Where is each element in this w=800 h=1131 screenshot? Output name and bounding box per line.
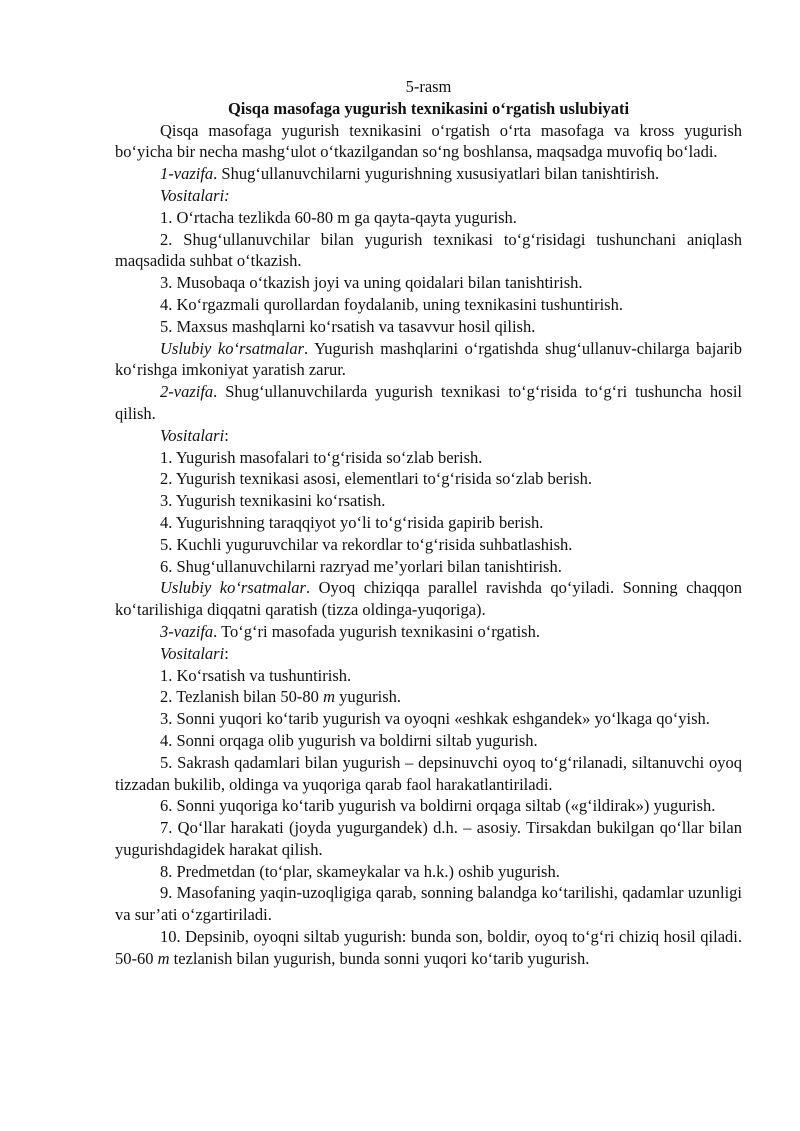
- task2-means-colon: :: [224, 425, 229, 445]
- task3-label: 3-vazifa: [160, 621, 214, 641]
- task2-label: 2-vazifa: [160, 382, 214, 402]
- task2-guidance-text: . Oyoq chiziqqa parallel ravishda qo‘yiladi. Sonning chaqqon ko‘tarilishiga diqqatni qaratish (tizza oldinga-yuqoriga).: [115, 578, 742, 620]
- task3-item-6: 6. Sonni yuqoriga ko‘tarib yugurish va boldirni orqaga siltab («g‘ildirak») yugurish.: [160, 796, 716, 816]
- task3-item-1: 1. Ko‘rsatish va tushuntirish.: [160, 665, 352, 685]
- task3-text: . To‘g‘ri masofada yugurish texnikasini o‘rgatish.: [213, 621, 540, 641]
- task3-item-10-before: 10. Depsinib, oyoqni siltab yugurish: bunda son, boldir, oyoq to‘g‘ri chiziq hosil qiladi. 50-60: [115, 927, 742, 968]
- section-title: Qisqa masofaga yugurish texnikasini o‘rgatish uslubiyati: [227, 98, 630, 118]
- task1-item-2: 2. Shug‘ullanuvchilar bilan yugurish texnikasi to‘g‘risidagi tushunchani aniqlash maqsadida suhbat o‘tkazish.: [115, 229, 742, 271]
- task3-item-10: [115, 926, 742, 970]
- task3-item-9: 9. Masofaning yaqin-uzoqligiga qarab, sonning balandga ko‘tarilishi, qadamlar uzunligi va sur’ati o‘zgartiriladi.: [115, 883, 742, 925]
- task2-item-6: 6. Shug‘ullanuvchilarni razryad me’yorlari bilan tanishtirish.: [160, 556, 562, 576]
- task2-item-2: 2. Yugurish texnikasi asosi, elementlari to‘g‘risida so‘zlab berish.: [160, 469, 592, 489]
- task2-item-1: 1. Yugurish masofalari to‘g‘risida so‘zlab berish.: [160, 447, 483, 467]
- task2-text: . Shug‘ullanuvchilarda yugurish texnikasi to‘g‘risida to‘g‘ri tushuncha hosil qilish.: [115, 382, 742, 423]
- task3-item-2-after: yugurish.: [334, 687, 401, 707]
- task2-item-3: 3. Yugurish texnikasini ko‘rsatish.: [160, 491, 386, 511]
- intro-paragraph: Qisqa masofaga yugurish texnikasini o‘rgatish o‘rta masofaga va kross yugurish bo‘yicha bir necha mashg‘ulot o‘tkazilgandan so‘ng boshlansa, maqsadga muvofiq bo‘ladi.: [115, 120, 742, 162]
- task3-item-10-unit: m: [157, 948, 170, 968]
- task1-heading: [115, 163, 742, 185]
- task3-item-3: 3. Sonni yuqori ko‘tarib yugurish va oyoqni «eshkak eshgandek» yo‘lkaga qo‘yish.: [160, 709, 710, 729]
- task2-item-5: 5. Kuchli yuguruvchilar va rekordlar to‘g‘risida suhbatlashish.: [160, 534, 573, 554]
- task2-item-4: 4. Yugurishning taraqqiyot yo‘li to‘g‘risida gapirib berish.: [160, 512, 544, 532]
- task3-item-2-unit: m: [323, 687, 335, 707]
- task1-means-label: Vositalari:: [160, 185, 230, 205]
- task3-item-5: 5. Sakrash qadamlari bilan yugurish – depsinuvchi oyoq to‘g‘rilanadi, siltanuvchi oyoq tizzadan bukilib, oldinga va yuqoriga qarab faol harakatlantiriladi.: [115, 752, 742, 794]
- task3-heading: [115, 621, 742, 643]
- task1-item-1: 1. O‘rtacha tezlikda 60-80 m ga qayta-qayta yugurish.: [160, 207, 517, 227]
- task3-item-8: 8. Predmetdan (to‘plar, skameykalar va h.k.) oshib yugurish.: [160, 861, 560, 881]
- task3-means-colon: :: [224, 643, 229, 663]
- task3-means-label: Vositalari: [160, 643, 225, 663]
- task3-item-10-after: tezlanish bilan yugurish, bunda sonni yuqori ko‘tarib yugurish.: [169, 948, 590, 968]
- task2-guidance: [115, 577, 742, 621]
- document-page: [115, 76, 742, 970]
- task2-guidance-label: Uslubiy ko‘rsatmalar: [160, 578, 306, 598]
- task1-label: 1-vazifa: [160, 164, 214, 184]
- task3-item-2: [115, 686, 742, 708]
- task1-item-5: 5. Maxsus mashqlarni ko‘rsatish va tasavvur hosil qilish.: [160, 316, 536, 336]
- task3-means: [115, 643, 742, 665]
- task1-item-3: 3. Musobaqa o‘tkazish joyi va uning qoidalari bilan tanishtirish.: [160, 273, 583, 293]
- task1-guidance: [115, 338, 742, 382]
- task1-guidance-label: Uslubiy ko‘rsatmalar: [160, 338, 305, 358]
- task3-item-4: 4. Sonni orqaga olib yugurish va boldirni siltab yugurish.: [160, 730, 538, 750]
- task3-item-2-before: 2. Tezlanish bilan 50-80: [160, 687, 324, 707]
- task1-item-4: 4. Ko‘rgazmali qurollardan foydalanib, uning texnikasini tushuntirish.: [160, 294, 623, 314]
- task2-heading: [115, 381, 742, 425]
- task2-means-label: Vositalari: [160, 425, 225, 445]
- task1-guidance-text: . Yugurish mashqlarini o‘rgatishda shug‘ullanuv-chilarga bajarib ko‘rishga imkoniyat yaratish zarur.: [115, 338, 742, 380]
- task1-text: . Shug‘ullanuvchilarni yugurishning xususiyatlari bilan tanishtirish.: [213, 164, 660, 184]
- task2-means: [115, 425, 742, 447]
- task3-item-7: 7. Qo‘llar harakati (joyda yugurgandek) d.h. – asosiy. Tirsakdan bukilgan qo‘llar bilan yugurishdagidek harakat qilish.: [115, 818, 742, 859]
- figure-caption: 5-rasm: [405, 77, 452, 96]
